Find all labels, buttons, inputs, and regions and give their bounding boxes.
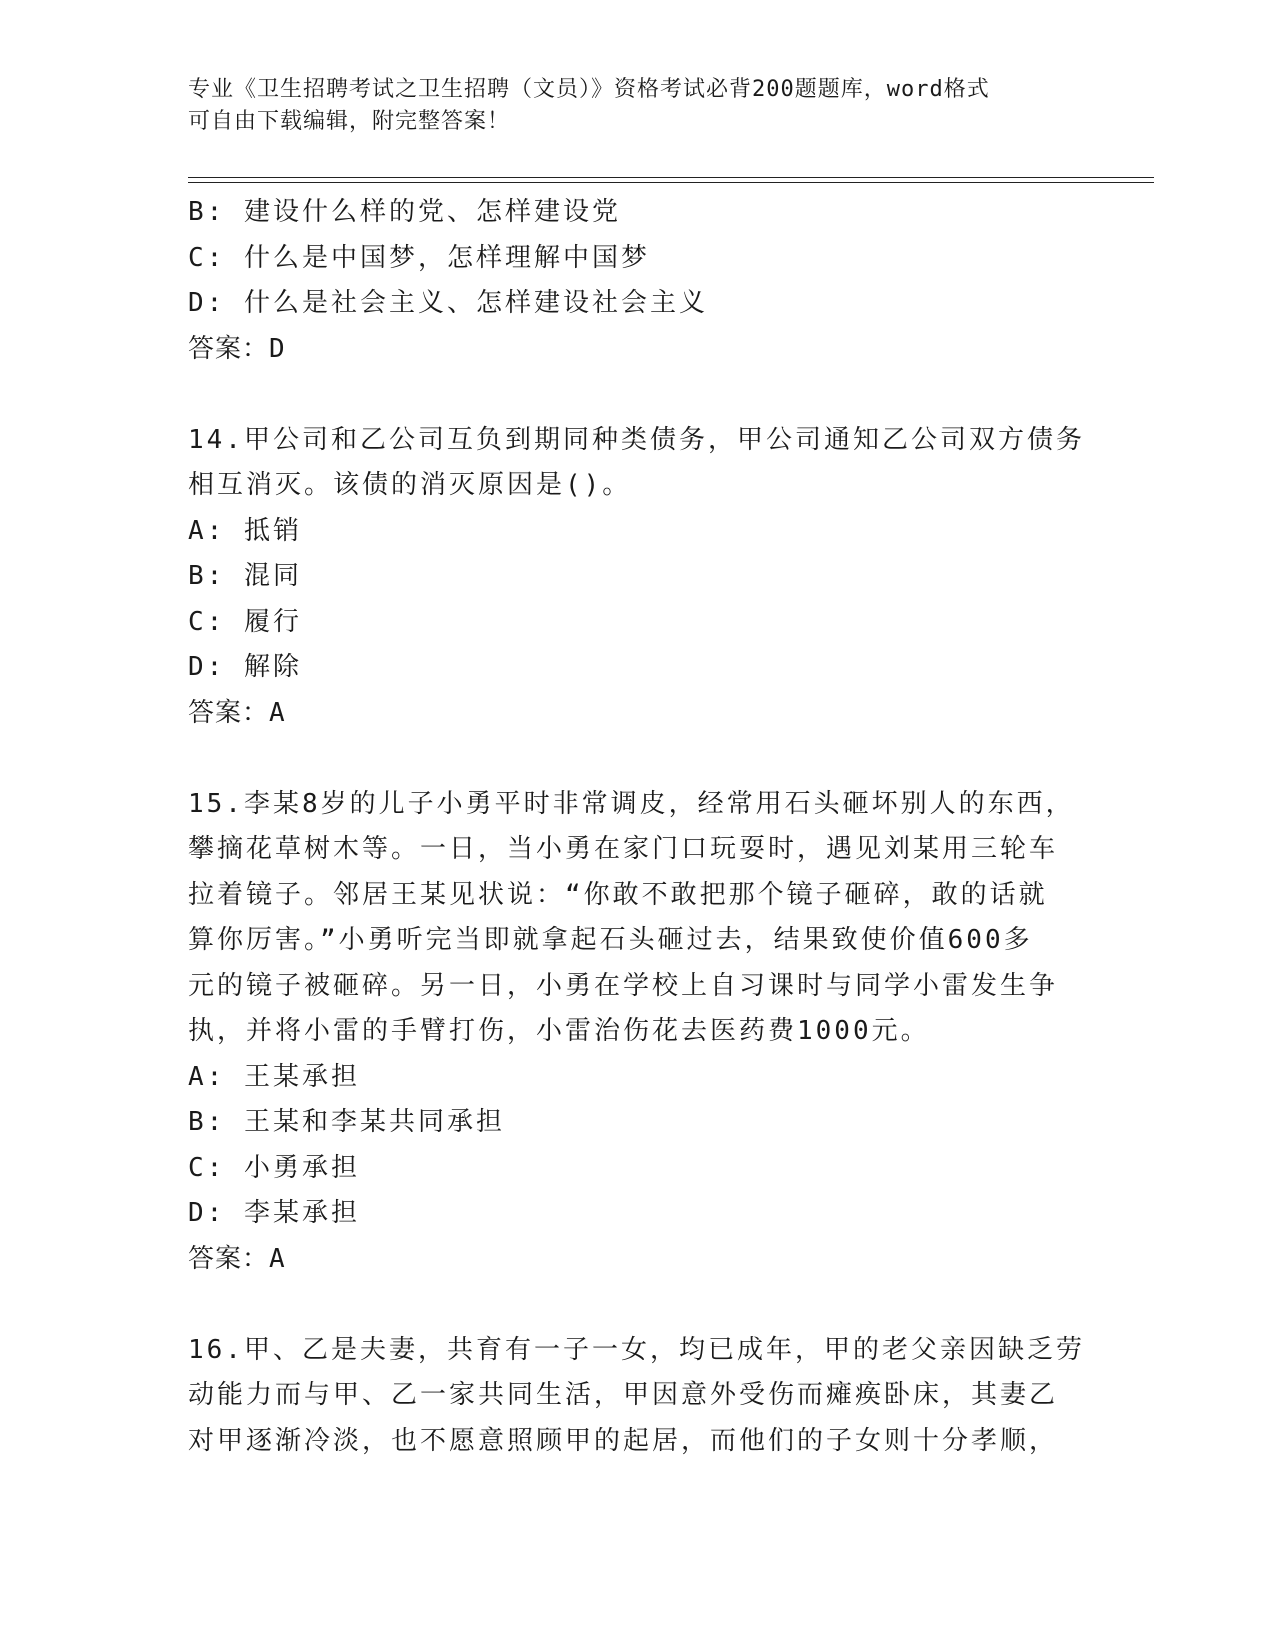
prev-question — [188, 190, 1088, 372]
document-body — [188, 190, 1088, 1464]
question-stem-line: 执，并将小雷的手臂打伤，小雷治伤花去医药费1000元。 — [188, 1016, 930, 1046]
question-16 — [188, 1328, 1088, 1465]
question-stem-line: 攀摘花草树木等。一日，当小勇在家门口玩耍时，遇见刘某用三轮车 — [188, 834, 1059, 864]
question-stem-line: 16.甲、乙是夫妻，共育有一子一女，均已成年，甲的老父亲因缺乏劳 — [188, 1334, 1085, 1365]
option-b: B: 王某和李某共同承担 — [188, 1107, 505, 1137]
option-a: A: 王某承担 — [188, 1061, 360, 1092]
question-stem-line: 15.李某8岁的儿子小勇平时非常调皮，经常用石头砸坏别人的东西， — [188, 788, 1075, 819]
question-14 — [188, 418, 1088, 737]
question-15 — [188, 782, 1088, 1283]
header-rule-top — [188, 177, 1154, 178]
option-c: C: 履行 — [188, 606, 302, 637]
question-stem-line: 拉着镜子。邻居王某见状说：“你敢不敢把那个镜子砸碎，敢的话就 — [188, 879, 1048, 910]
option-d: D: 什么是社会主义、怎样建设社会主义 — [188, 288, 708, 318]
option-d: D: 解除 — [188, 652, 302, 682]
option-b: B: 建设什么样的党、怎样建设党 — [188, 197, 621, 227]
question-stem-line: 元的镜子被砸碎。另一日，小勇在学校上自习课时与同学小雷发生争 — [188, 970, 1059, 1001]
spacer — [188, 372, 1088, 418]
spacer — [188, 1282, 1088, 1328]
option-d: D: 李某承担 — [188, 1198, 360, 1228]
option-b: B: 混同 — [188, 561, 302, 591]
question-stem-line: 动能力而与甲、乙一家共同生活，甲因意外受伤而瘫痪卧床，其妻乙 — [188, 1380, 1059, 1410]
header-line-1: 专业《卫生招聘考试之卫生招聘（文员）》资格考试必背200题题库，word格式 — [188, 77, 990, 102]
option-c: C: 小勇承担 — [188, 1152, 360, 1183]
answer: 答案：A — [188, 697, 286, 728]
header-rule-bottom — [188, 182, 1154, 183]
answer: 答案：D — [188, 333, 286, 364]
question-stem-line: 算你厉害。”小勇听完当即就拿起石头砸过去，结果致使价值600多 — [188, 925, 1033, 955]
option-c: C: 什么是中国梦，怎样理解中国梦 — [188, 242, 650, 273]
answer: 答案：A — [188, 1243, 286, 1274]
spacer — [188, 736, 1088, 782]
document-header — [188, 74, 1068, 138]
question-stem-line: 14.甲公司和乙公司互负到期同种类债务，甲公司通知乙公司双方债务 — [188, 424, 1085, 455]
option-a: A: 抵销 — [188, 515, 302, 546]
question-stem-line: 对甲逐渐冷淡，也不愿意照顾甲的起居，而他们的子女则十分孝顺， — [188, 1425, 1059, 1456]
question-stem-line: 相互消灭。该债的消灭原因是()。 — [188, 470, 632, 500]
header-line-2: 可自由下载编辑，附完整答案！ — [188, 109, 511, 134]
